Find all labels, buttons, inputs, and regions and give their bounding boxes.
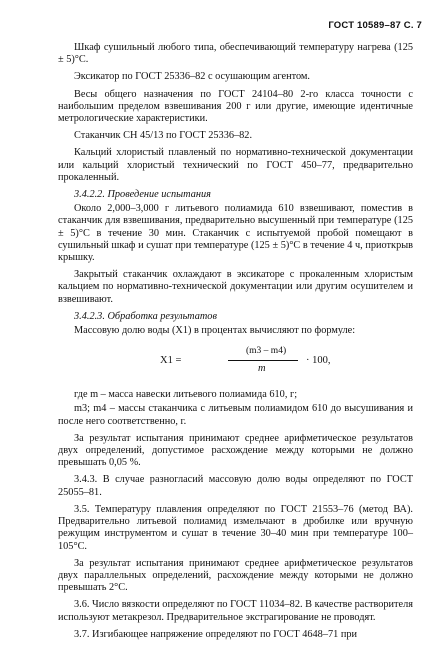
paragraph: 3.4.3. В случае разногласий массовую долю воды определяют по ГОСТ 25055–81. xyxy=(58,474,413,498)
formula-numerator: (m3 – m4) xyxy=(246,346,287,357)
paragraph: Кальций хлористый плавленый по нормативно-технической документации или кальций хлористый технический по ГОСТ 450–77, предварительно прокаленный. xyxy=(58,147,413,183)
section-heading: 3.4.2.3. Обработка результатов xyxy=(74,310,217,322)
page-body xyxy=(58,42,413,646)
paragraph: За результат испытания принимают среднее арифметическое результатов двух определений, допустимое расхождение между которыми не должно превышать 0,05 %. xyxy=(58,432,413,469)
formula-rhs: · 100, xyxy=(306,355,331,367)
paragraph: где m – масса навески литьевого полиамида 610, г; xyxy=(74,389,298,401)
paragraph: 3.7. Изгибающее напряжение определяют по ГОСТ 4648–71 при xyxy=(74,628,358,640)
paragraph: 3.6. Число вязкости определяют по ГОСТ 11034–82. В качестве растворителя используют метакрезол. Предварительное экстрагирование не проводят. xyxy=(58,599,413,623)
paragraph: За результат испытания принимают среднее арифметическое результатов двух параллельных определений, расхождение между которыми не должно превышать 2°С. xyxy=(58,557,413,594)
paragraph: 3.5. Температуру плавления определяют по ГОСТ 21553–76 (метод ВА). Предварительно литьевой полиамид измельчают в дробилке или вручную режущим инструментом и сушат в течение 30–40 мин при температуре 100–105°С. xyxy=(58,503,413,552)
paragraph: Массовую долю воды (X1) в процентах вычисляют по формуле: xyxy=(74,325,356,337)
paragraph: Закрытый стаканчик охлаждают в эксикаторе с прокаленным хлористым кальцием по нормативно-технической документации или другим осушителем и взвешивают. xyxy=(58,269,413,305)
paragraph: Шкаф сушильный любого типа, обеспечивающий температуру нагрева (125 ± 5)°С. xyxy=(58,42,413,66)
fraction-bar xyxy=(228,360,298,361)
page-header: ГОСТ 10589–87 С. 7 xyxy=(328,20,422,31)
formula xyxy=(58,343,413,381)
formula-lhs: X1 = xyxy=(160,355,182,367)
paragraph: Эксикатор по ГОСТ 25336–82 с осушающим агентом. xyxy=(74,71,310,83)
formula-denominator: m xyxy=(258,363,266,375)
section-heading: 3.4.2.2. Проведение испытания xyxy=(74,189,211,201)
paragraph: Стаканчик СН 45/13 по ГОСТ 25336–82. xyxy=(74,130,253,142)
paragraph: m3; m4 – массы стаканчика с литьевым полиамидом 610 до высушивания и после него соответственно, г. xyxy=(58,403,413,427)
paragraph: Около 2,000–3,000 г литьевого полиамида 610 взвешивают, поместив в стаканчик для взвешивания, предварительно высушенный при температуре (125 ± 5)°С в течение 30 мин. Стаканчик с испытуемой пробой помещают в сушильный шкаф и сушат при температуре (125 ± 5)°С в течение 4 ч, приоткрыв крышку. xyxy=(58,203,413,264)
paragraph: Весы общего назначения по ГОСТ 24104–80 2-го класса точности с наибольшим пределом взвешивания 200 г или другие, имеющие идентичные метрологические характеристики. xyxy=(58,88,413,125)
